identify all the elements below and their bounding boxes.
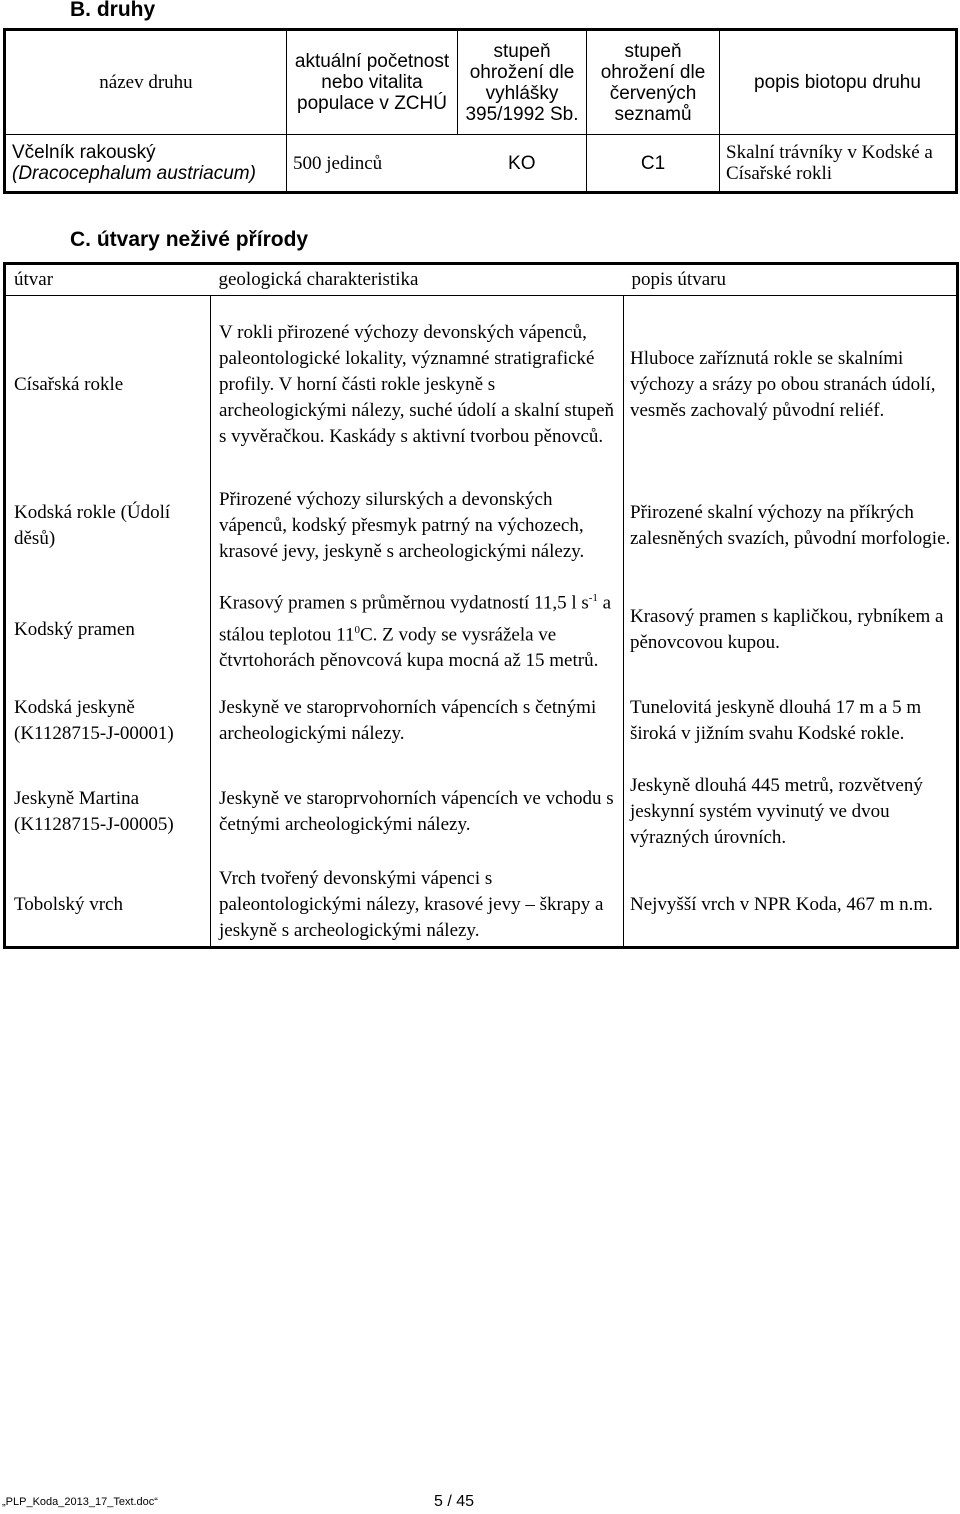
feature-description: Hluboce zaříznutá rokle se skalními výchozy a srázy po obou stranách údolí, vesměs zachovalý původní reliéf. <box>630 347 936 421</box>
feature-geology: V rokli přirozené výchozy devonských vápenců, paleontologické lokality, významné stratigrafické profily. V horní části rokle jeskyně s archeologickými nálezy, suché údolí a skalní stupeň s vyvěračkou. Kaskády s aktivní tvorbou pěnovců. <box>211 296 624 474</box>
feature-row <box>5 760 958 864</box>
species-table <box>3 28 958 194</box>
feature-description: Nejvyšší vrch v NPR Koda, 467 m n.m. <box>630 893 933 915</box>
header-description: popis útvaru <box>624 264 958 296</box>
feature-unit: Kodský pramen <box>5 578 211 682</box>
feature-description: Jeskyně dlouhá 445 metrů, rozvětvený jeskynní systém vyvinutý ve dvou výrazných úrovních. <box>630 774 923 848</box>
feature-unit: Kodská rokle (Údolí děsů) <box>5 474 211 578</box>
header-biotope: popis biotopu druhu <box>720 30 957 135</box>
feature-row <box>5 474 958 578</box>
species-row <box>5 135 957 193</box>
feature-unit: Kodská jeskyně (K1128715-J-00001) <box>5 682 211 760</box>
feature-description: Přirozené skalní výchozy na příkrých zalesněných svazích, původní morfologie. <box>630 501 951 549</box>
inanimate-features-table <box>3 262 959 949</box>
biotope-value: Skalní trávníky v Kodské a Císařské rokli <box>720 135 957 193</box>
population-value: 500 jedinců <box>287 135 458 193</box>
feature-row <box>5 578 958 682</box>
geology-text-c: C. Z vody se vysrážela ve čtvrtohorách pěnovcová kupa mocná až 15 metrů. <box>219 623 599 671</box>
feature-row <box>5 864 958 948</box>
feature-description: Tunelovitá jeskyně dlouhá 17 m a 5 m široká v jižním svahu Kodské rokle. <box>630 696 922 744</box>
geology-superscript-1: -1 <box>588 592 598 605</box>
redlist-value: C1 <box>587 135 720 193</box>
feature-geology: Přirozené výchozy silurských a devonských vápenců, kodský přesmyk patrný na výchozech, krasové jevy, jeskyně s archeologickými nálezy. <box>211 474 624 578</box>
header-population: aktuální početnost nebo vitalita populace v ZCHÚ <box>287 30 458 135</box>
feature-unit: Jeskyně Martina (K1128715-J-00005) <box>5 760 211 864</box>
geology-text-a: Krasový pramen s průměrnou vydatností 11,5 l s <box>219 592 589 614</box>
header-unit: útvar <box>5 264 211 296</box>
feature-row <box>5 682 958 760</box>
footer-filename: „PLP_Koda_2013_17_Text.doc“ <box>2 1496 158 1508</box>
feature-description: Krasový pramen s kapličkou, rybníkem a pěnovcovou kupou. <box>630 605 944 653</box>
species-name: Včelník rakouský <box>12 142 156 163</box>
header-species-name: název druhu <box>5 30 287 135</box>
species-latin-name: (Dracocephalum austriacum) <box>12 163 256 184</box>
feature-geology: Vrch tvořený devonskými vápenci s paleontologickými nálezy, krasové jevy – škrapy a jeskyně s archeologickými nálezy. <box>211 864 624 948</box>
header-decree: stupeň ohrožení dle vyhlášky 395/1992 Sb. <box>458 30 587 135</box>
footer-page-number: 5 / 45 <box>434 1493 475 1510</box>
species-name-cell <box>5 135 287 193</box>
geology-text-b: a stálou teplotou 11 <box>219 592 612 645</box>
feature-unit: Tobolský vrch <box>5 864 211 948</box>
feature-geology: Jeskyně ve staroprvohorních vápencích s četnými archeologickými nálezy. <box>211 682 624 760</box>
feature-unit: Císařská rokle <box>5 296 211 474</box>
header-redlist: stupeň ohrožení dle červených seznamů <box>587 30 720 135</box>
geology-superscript-2: 0 <box>354 623 360 636</box>
section-c-title: C. útvary neživé přírody <box>70 228 309 251</box>
features-header-row <box>5 264 958 296</box>
header-geology: geologická charakteristika <box>211 264 624 296</box>
feature-geology: Jeskyně ve staroprvohorních vápencích ve vchodu s četnými archeologickými nálezy. <box>211 760 624 864</box>
species-header-row <box>5 30 957 135</box>
section-b-title: B. druhy <box>70 0 156 21</box>
feature-geology <box>211 578 624 682</box>
decree-value: KO <box>458 135 587 193</box>
feature-row <box>5 296 958 474</box>
